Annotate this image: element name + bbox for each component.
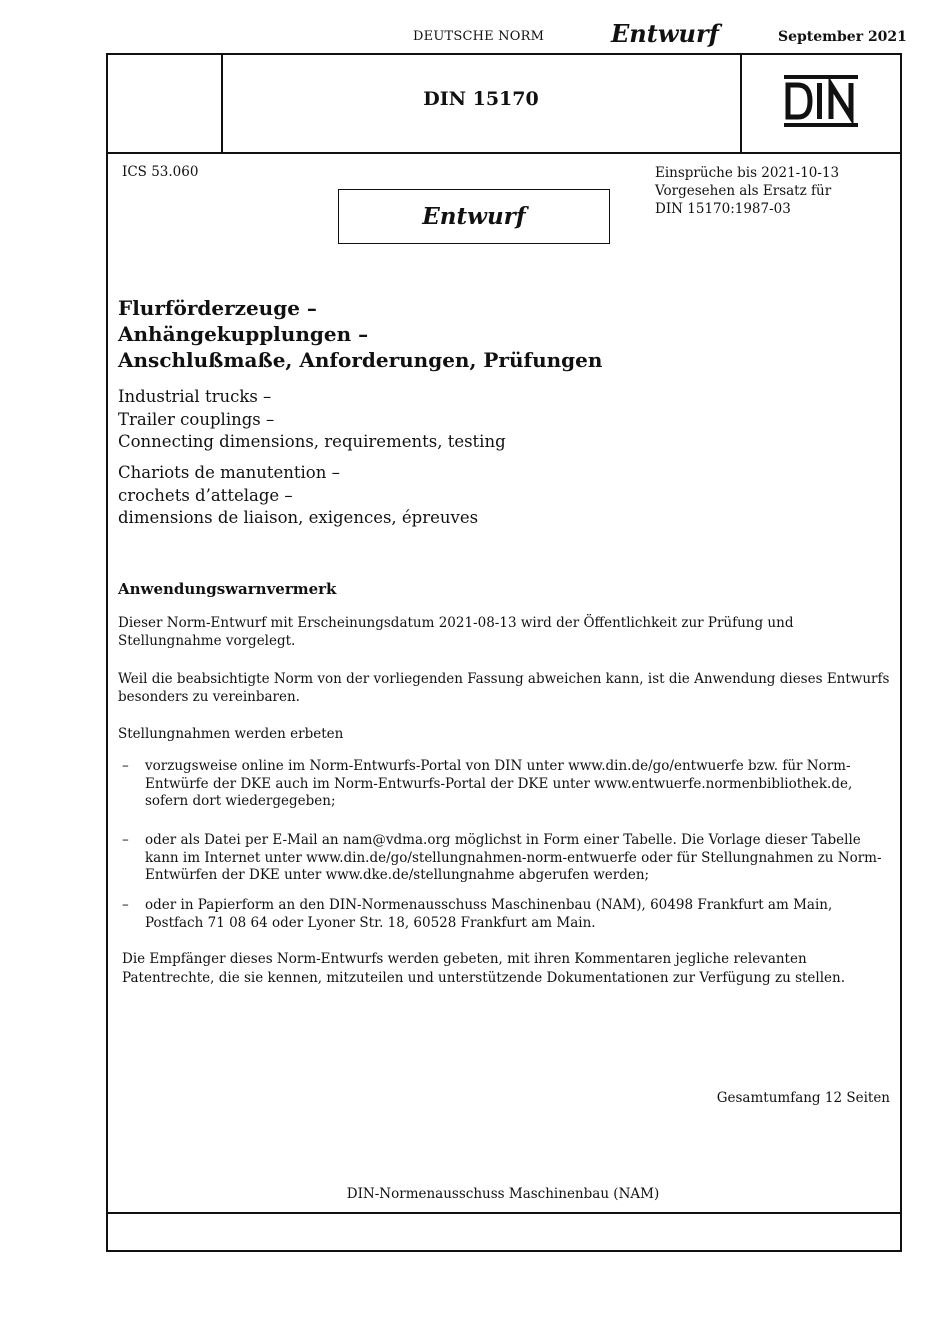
title-line: Chariots de manutention –	[118, 463, 340, 482]
draft-box	[338, 189, 610, 244]
title-line: Industrial trucks –	[118, 387, 272, 406]
warning-heading: Anwendungswarnvermerk	[118, 580, 337, 598]
document-number: DIN 15170	[423, 88, 539, 110]
title-line: dimensions de liaison, exigences, épreuves	[118, 508, 479, 527]
comments-intro: Stellungnahmen werden erbeten	[118, 726, 344, 742]
draft-label: Entwurf	[611, 19, 719, 48]
title-line: Trailer couplings –	[118, 409, 275, 429]
header-bottom-rule	[108, 152, 900, 154]
publication-date: September 2021	[778, 29, 907, 45]
page-count: Gesamtumfang 12 Seiten	[716, 1090, 890, 1106]
title-german	[118, 295, 602, 373]
footer-rule	[108, 1212, 900, 1214]
warning-paragraph: Weil die beabsichtigte Norm von der vorliegenden Fassung abweichen kann, ist die Anwendung dieses Entwurfs besonders zu vereinbaren.	[118, 671, 890, 705]
list-dash: –	[122, 832, 129, 848]
replaced-document: DIN 15170:1987-03	[655, 201, 791, 217]
title-french	[118, 462, 478, 530]
warning-paragraph: Dieser Norm-Entwurf mit Erscheinungsdatum 2021-08-13 wird der Öffentlichkeit zur Prüfung und Stellungnahme vorgelegt.	[118, 615, 794, 649]
objection-deadline: Einsprüche bis 2021-10-13	[655, 165, 840, 181]
draft-box-label: Entwurf	[422, 203, 526, 230]
list-item-text: vorzugsweise online im Norm-Entwurfs-Portal von DIN unter www.din.de/go/entwuerfe bzw. für Norm-Entwürfe der DKE auch im Norm-Entwurfs-Portal der DKE unter www.entwuerfe.normenbibliothek.de, sofern dort wiedergegeben;	[145, 758, 853, 809]
replacement-label: Vorgesehen als Ersatz für	[655, 183, 832, 199]
title-line: Flurförderzeuge –	[118, 296, 317, 320]
ics-code: ICS 53.060	[122, 164, 199, 180]
title-line: Anhängekupplungen –	[118, 322, 369, 346]
title-line: Connecting dimensions, requirements, testing	[118, 432, 506, 451]
header-divider-right	[740, 55, 742, 154]
din-logo-text: DIN	[782, 74, 785, 75]
norm-type-label: DEUTSCHE NORM	[413, 29, 545, 44]
title-line: Anschlußmaße, Anforderungen, Prüfungen	[118, 348, 603, 372]
list-dash: –	[122, 897, 129, 913]
committee-footer: DIN-Normenausschuss Maschinenbau (NAM)	[346, 1186, 660, 1202]
list-item-text: oder als Datei per E-Mail an nam@vdma.org möglichst in Form einer Tabelle. Die Vorlage dieser Tabelle kann im Internet unter www.din.de/go/stellungnahmen-norm-entwuerfe oder für Stellungnahmen zu Norm-Entwürfen der DKE unter www.dke.de/stellungnahme abgerufen werden;	[145, 832, 882, 883]
title-english	[118, 386, 506, 454]
patent-rights-notice: Die Empfänger dieses Norm-Entwurfs werden gebeten, mit ihren Kommentaren jegliche relevanten Patentrechte, die sie kennen, mitzuteilen und unterstützende Dokumentationen zur Verfügung zu stellen.	[122, 951, 846, 986]
din-logo	[782, 74, 860, 128]
objection-info	[655, 164, 839, 218]
list-item-text: oder in Papierform an den DIN-Normenausschuss Maschinenbau (NAM), 60498 Frankfurt am Main, Postfach 71 08 64 oder Lyoner Str. 18, 60528 Frankfurt am Main.	[145, 897, 833, 931]
title-line: crochets d’attelage –	[118, 485, 293, 505]
list-dash: –	[122, 758, 129, 774]
